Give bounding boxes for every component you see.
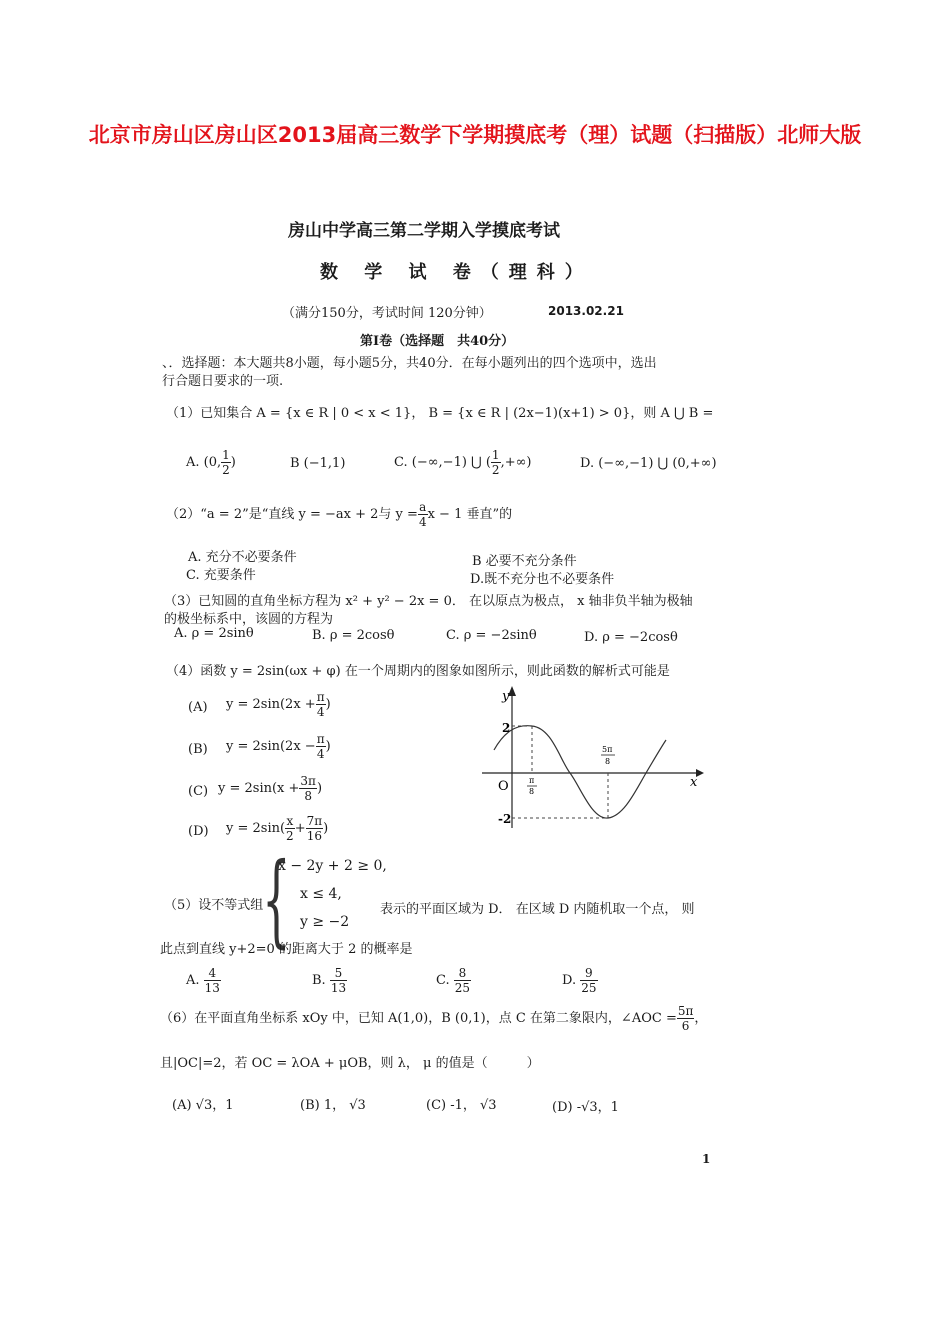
q4-option-d: y = 2sin( $\frac{x}{2}$ + $\frac{7\pi}{16}$ ) xyxy=(226,814,329,843)
exam-meta: （满分150分，考试时间 120分钟） xyxy=(282,306,492,321)
x-axis-label: x xyxy=(690,775,698,790)
tick1-den: 8 xyxy=(529,787,535,796)
q6-option-c: (C) -1， √3 xyxy=(426,1098,497,1113)
q3-option-b: B. ρ = 2cosθ xyxy=(312,628,395,643)
q5-brace: { xyxy=(262,841,291,958)
q1-stem: （1）已知集合 A = {x ∈ R | 0 < x < 1}， B = {x ∈ R | (2x−1)(x+1) > 0}，则 A ⋃ B = xyxy=(166,406,714,421)
q6-stem-line1: （6）在平面直角坐标系 xOy 中，已知 A(1,0)，B (0,1)，点 C 在第二象限内，∠AOC = $\frac{5\pi}{6}$ ， xyxy=(160,1004,708,1033)
q6-stem-line2: 且|OC|=2，若 OC = λOA + μOB，则 λ， μ 的值是（ ） xyxy=(160,1056,540,1071)
q3-stem-line1: （3）已知圆的直角坐标方程为 x² + y² − 2x = 0． 在以原点为极点， x 轴非负半轴为极轴 xyxy=(164,594,693,609)
document-title: 北京市房山区房山区2013届高三数学下学期摸底考（理）试题（扫描版）北师大版 xyxy=(88,123,862,147)
tick2-num: 5π xyxy=(602,745,613,754)
y-min-label: -2 xyxy=(498,812,512,826)
section-intro-line1: 、．选择题：本大题共8小题，每小题5分，共40分．在每小题列出的四个选项中，选出 xyxy=(162,356,657,371)
subject-title: 数 学 试 卷（理科） xyxy=(320,262,593,283)
q2-option-d: D.既不充分也不必要条件 xyxy=(470,572,615,587)
q1-option-d: D. (−∞,−1) ⋃ (0,+∞) xyxy=(580,456,717,471)
tick1-num: π xyxy=(529,776,535,785)
section-intro-line2: 行合题日要求的一项. xyxy=(162,374,284,389)
q5-option-a: A. $\frac{4}{13}$ xyxy=(186,966,220,995)
q4-option-a: y = 2sin(2x + $\frac{\pi}{4}$ ) xyxy=(226,690,331,719)
q4-option-c: y = 2sin(x + $\frac{3\pi}{8}$ ) xyxy=(218,774,323,803)
q5-option-b: B. $\frac{5}{13}$ xyxy=(312,966,347,995)
q4-option-c-label: (C) xyxy=(188,784,209,799)
origin-label: O xyxy=(498,779,509,794)
q3-option-a: A. ρ = 2sinθ xyxy=(174,626,254,641)
q5-inequality-3: y ≥ −2 xyxy=(300,914,350,930)
q4-option-a-label: (A) xyxy=(188,700,208,715)
q4-option-b: y = 2sin(2x − $\frac{\pi}{4}$ ) xyxy=(226,732,331,761)
q5-label: （5）设不等式组 xyxy=(164,898,264,913)
q2-option-b: B 必要不充分条件 xyxy=(472,554,577,569)
q5-inequality-2: x ≤ 4, xyxy=(300,886,342,902)
q5-stem-line2: 此点到直线 y+2=0 的距离大于 2 的概率是 xyxy=(160,942,413,957)
y-max-label: 2 xyxy=(502,721,511,735)
q1-option-c: C. (−∞,−1) ⋃ ( $\frac{1}{2}$ ,+∞) xyxy=(394,448,532,477)
q3-option-c: C. ρ = −2sinθ xyxy=(446,628,537,643)
y-axis-label: y xyxy=(502,689,510,704)
school-title: 房山中学高三第二学期入学摸底考试 xyxy=(288,221,560,241)
part-heading: 第Ⅰ卷（选择题 共40分） xyxy=(360,334,515,349)
q4-sine-graph xyxy=(476,680,712,838)
q6-option-b: (B) 1， √3 xyxy=(300,1098,366,1113)
q2-stem: （2）“a = 2”是“直线 y = −ax + 2与 y = $\frac{a}{4}$ x − 1 垂直”的 xyxy=(166,500,513,529)
q6-option-d: (D) -√3，1 xyxy=(552,1100,619,1115)
q5-inequality-1: x − 2y + 2 ≥ 0, xyxy=(278,858,387,874)
q1-option-b: B (−1,1) xyxy=(290,456,346,471)
q5-stem-tail: 表示的平面区域为 D． 在区域 D 内随机取一个点， 则 xyxy=(380,902,695,917)
q3-stem-line2: 的极坐标系中，该圆的方程为 xyxy=(164,612,334,627)
q4-option-b-label: (B) xyxy=(188,742,208,757)
q4-option-d-label: (D) xyxy=(188,824,209,839)
q2-option-c: C. 充要条件 xyxy=(186,568,256,583)
q3-option-d: D. ρ = −2cosθ xyxy=(584,630,678,645)
q6-option-a: (A) √3，1 xyxy=(172,1098,234,1113)
q4-stem: （4）函数 y = 2sin(ωx + φ) 在一个周期内的图象如图所示，则此函数的解析式可能是 xyxy=(166,664,670,679)
exam-date: 2013.02.21 xyxy=(548,304,624,318)
q1-option-a: A. (0, $\frac{1}{2}$ ) xyxy=(186,448,236,477)
page-number: 1 xyxy=(702,1152,711,1166)
q5-option-d: D. $\frac{9}{25}$ xyxy=(562,966,597,995)
q5-option-c: C. $\frac{8}{25}$ xyxy=(436,966,471,995)
sine-curve xyxy=(494,726,666,818)
q2-option-a: A. 充分不必要条件 xyxy=(188,550,297,565)
tick2-den: 8 xyxy=(605,757,611,766)
